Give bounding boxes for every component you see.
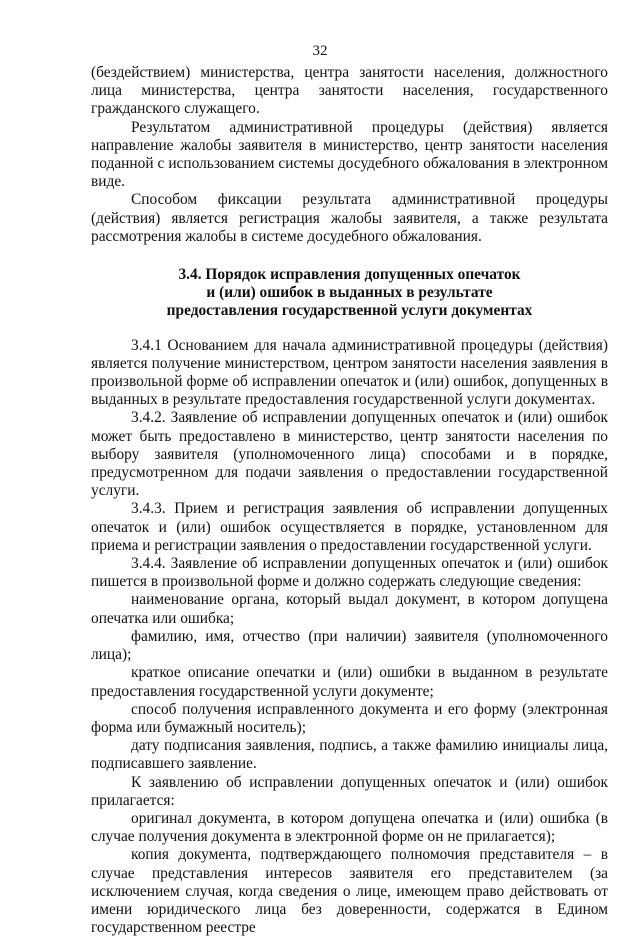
paragraph-3-4-3: 3.4.3. Прием и регистрация заявления об исправлении допущенных опечаток и (или) ошибок осуществляется в порядке, установленном для приема и регистрации заявления о предоставлении государственной услуги.: [91, 500, 608, 554]
list-item-name: фамилию, имя, отчество (при наличии) заявителя (уполномоченного лица);: [91, 627, 608, 664]
paragraph-3-4-1: 3.4.1 Основанием для начала административной процедуры (действия) является получение министерством, центром занятости населения заявления в произвольной форме об исправлении опечаток и (или) ошибок, допущенных в выданных в результате предоставления государственной услуги документах.: [91, 336, 608, 409]
page-number: 32: [312, 43, 328, 59]
list-item-copy: копия документа, подтверждающего полномочия представителя – в случае представления интересов заявителя его представителем (за исключением случая, когда сведения о лице, имеющем право действовать от имени юридического лица без доверенности, содержатся в Едином государственном реестре: [91, 846, 608, 937]
paragraph-3-4-4: 3.4.4. Заявление об исправлении допущенных опечаток и (или) ошибок пишется в произвольной форме и должно содержать следующие сведения:: [91, 555, 608, 591]
list-item-method: способ получения исправленного документа и его форму (электронная форма или бумажный носитель);: [91, 700, 608, 736]
section-heading-line: и (или) ошибок в выданных в результате: [206, 284, 493, 302]
list-item-original: оригинал документа, в котором допущена опечатка и (или) ошибка (в случае получения документа в электронной форме он не прилагается);: [91, 809, 608, 846]
section-heading-line: предоставления государственной услуги документах: [166, 302, 533, 320]
list-item-description: краткое описание опечатки и (или) ошибки в выданном в результате предоставления государственной услуги документе;: [91, 664, 608, 700]
section-heading: [91, 266, 608, 321]
paragraph-result: Результатом административной процедуры (действия) является направление жалобы заявителя в министерство, центр занятости населения поданной с использованием системы досудебного обжалования в электронном виде.: [91, 118, 608, 191]
paragraph-attachments: К заявлению об исправлении допущенных опечаток и (или) ошибок прилагается:: [91, 773, 608, 809]
document-body: [91, 64, 608, 937]
paragraph-3-4-2: 3.4.2. Заявление об исправлении допущенных опечаток и (или) ошибок может быть предоставлено в министерство, центр занятости населения по выбору заявителя (уполномоченного лица) способами и в порядке, предусмотренном для подачи заявления о предоставлении государственной услуги.: [91, 409, 608, 500]
list-item-authority: наименование органа, который выдал документ, в котором допущена опечатка или ошибка;: [91, 591, 608, 627]
paragraph-continuation: (бездействием) министерства, центра занятости населения, должностного лица министерства, центра занятости населения, государственного гражданского служащего.: [91, 64, 608, 118]
section-heading-line: 3.4. Порядок исправления допущенных опечаток: [178, 266, 521, 284]
paragraph-fixation: Способом фиксации результата административной процедуры (действия) является регистрация жалобы заявителя, а также результата рассмотрения жалобы в системе досудебного обжалования.: [91, 191, 608, 245]
list-item-signature: дату подписания заявления, подпись, а также фамилию инициалы лица, подписавшего заявление.: [91, 737, 608, 773]
